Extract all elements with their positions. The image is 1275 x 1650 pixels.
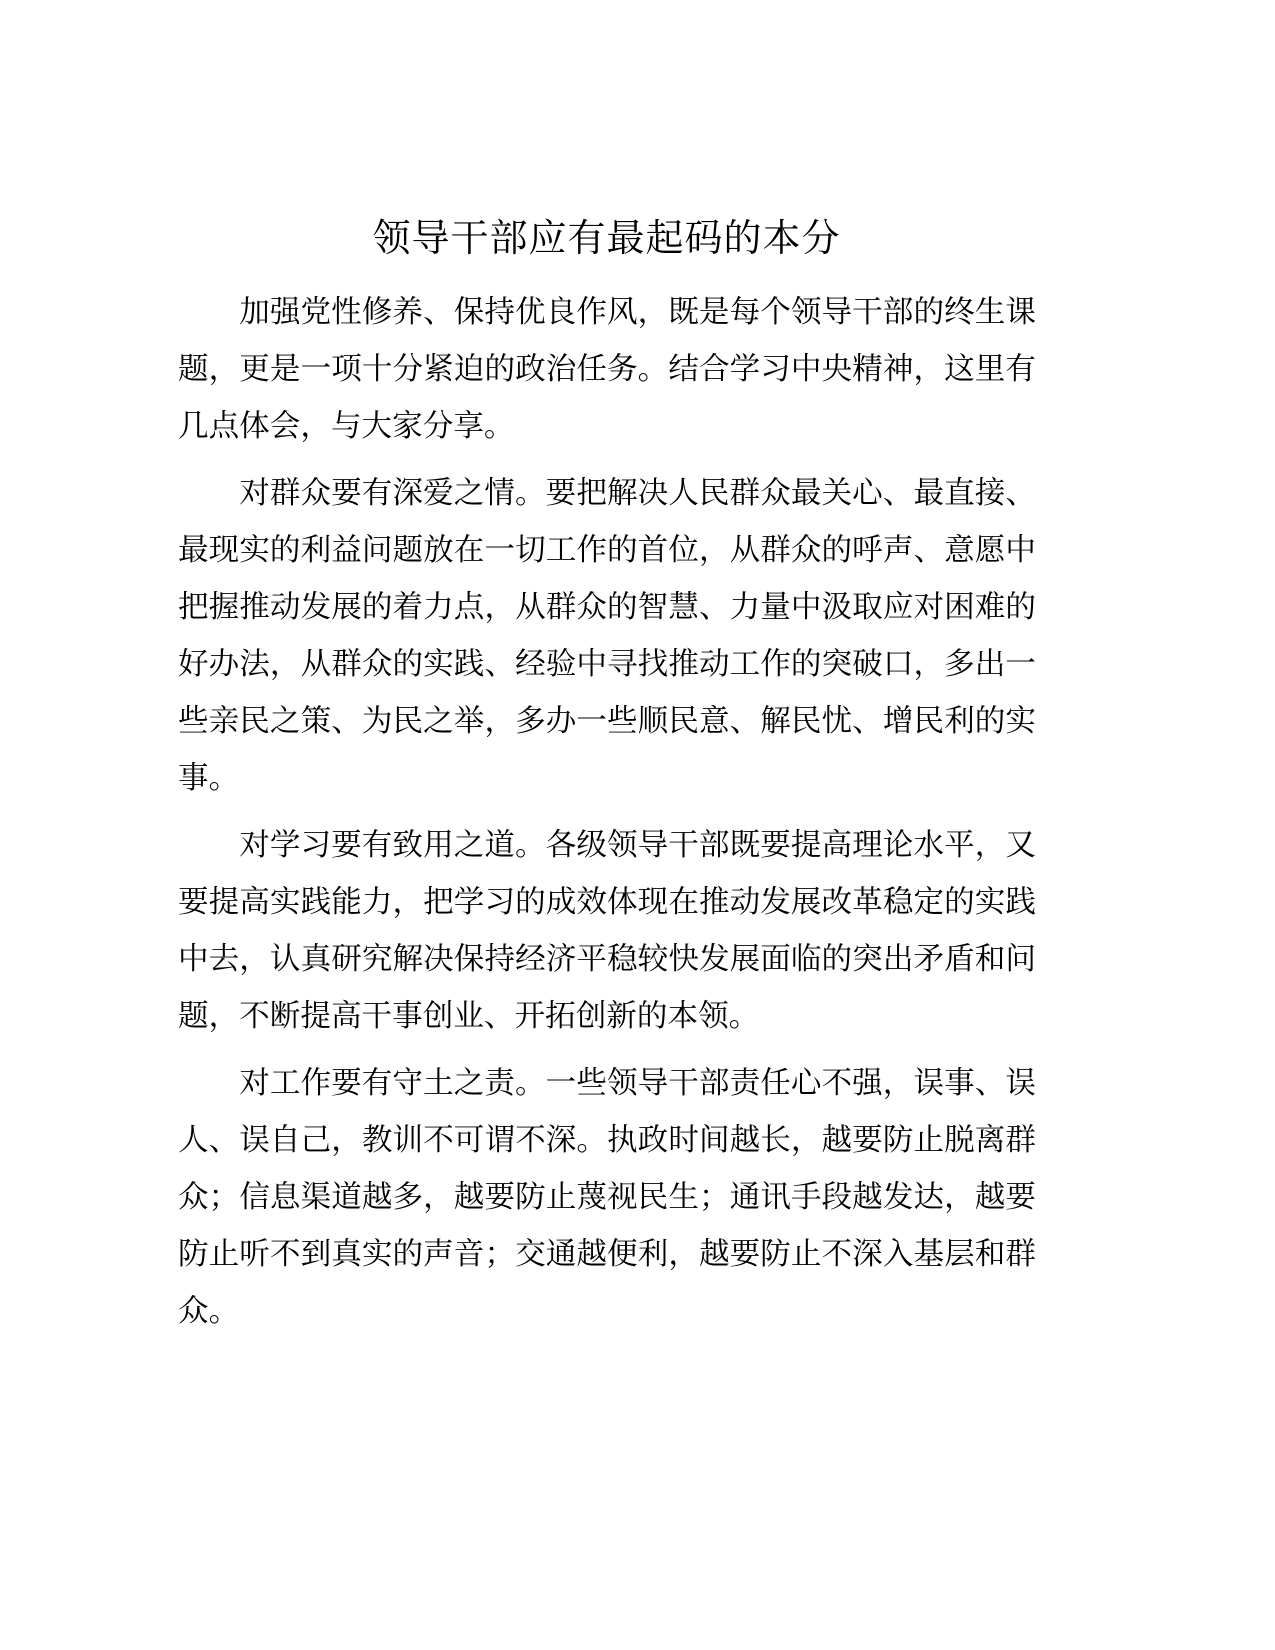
document-title: 领导干部应有最起码的本分 — [372, 216, 841, 260]
paragraph-learning-application: 对学习要有致用之道。各级领导干部既要提高理论水平，又要提高实践能力，把学习的成效体现在推动发展改革稳定的实践中去，认真研究解决保持经济平稳较快发展面临的突出矛盾和问题，不断提高干事创业、开拓创新的本领。 — [178, 828, 1036, 1034]
paragraph-love-for-masses: 对群众要有深爱之情。要把解决人民群众最关心、最直接、最现实的利益问题放在一切工作的首位，从群众的呼声、意愿中把握推动发展的着力点，从群众的智慧、力量中汲取应对困难的好办法，从群众的实践、经验中寻找推动工作的突破口，多出一些亲民之策、为民之举，多办一些顺民意、解民忧、增民利的实事。 — [178, 476, 1036, 796]
paragraph-work-responsibility: 对工作要有守土之责。一些领导干部责任心不强，误事、误人、误自己，教训不可谓不深。执政时间越长，越要防止脱离群众；信息渠道越多，越要防止蔑视民生；通讯手段越发达，越要防止听不到真实的声音；交通越便利，越要防止不深入基层和群众。 — [178, 1066, 1036, 1329]
document-body — [178, 284, 1036, 1350]
paragraph-intro: 加强党性修养、保持优良作风，既是每个领导干部的终生课题，更是一项十分紧迫的政治任务。结合学习中央精神，这里有几点体会，与大家分享。 — [178, 295, 1036, 444]
